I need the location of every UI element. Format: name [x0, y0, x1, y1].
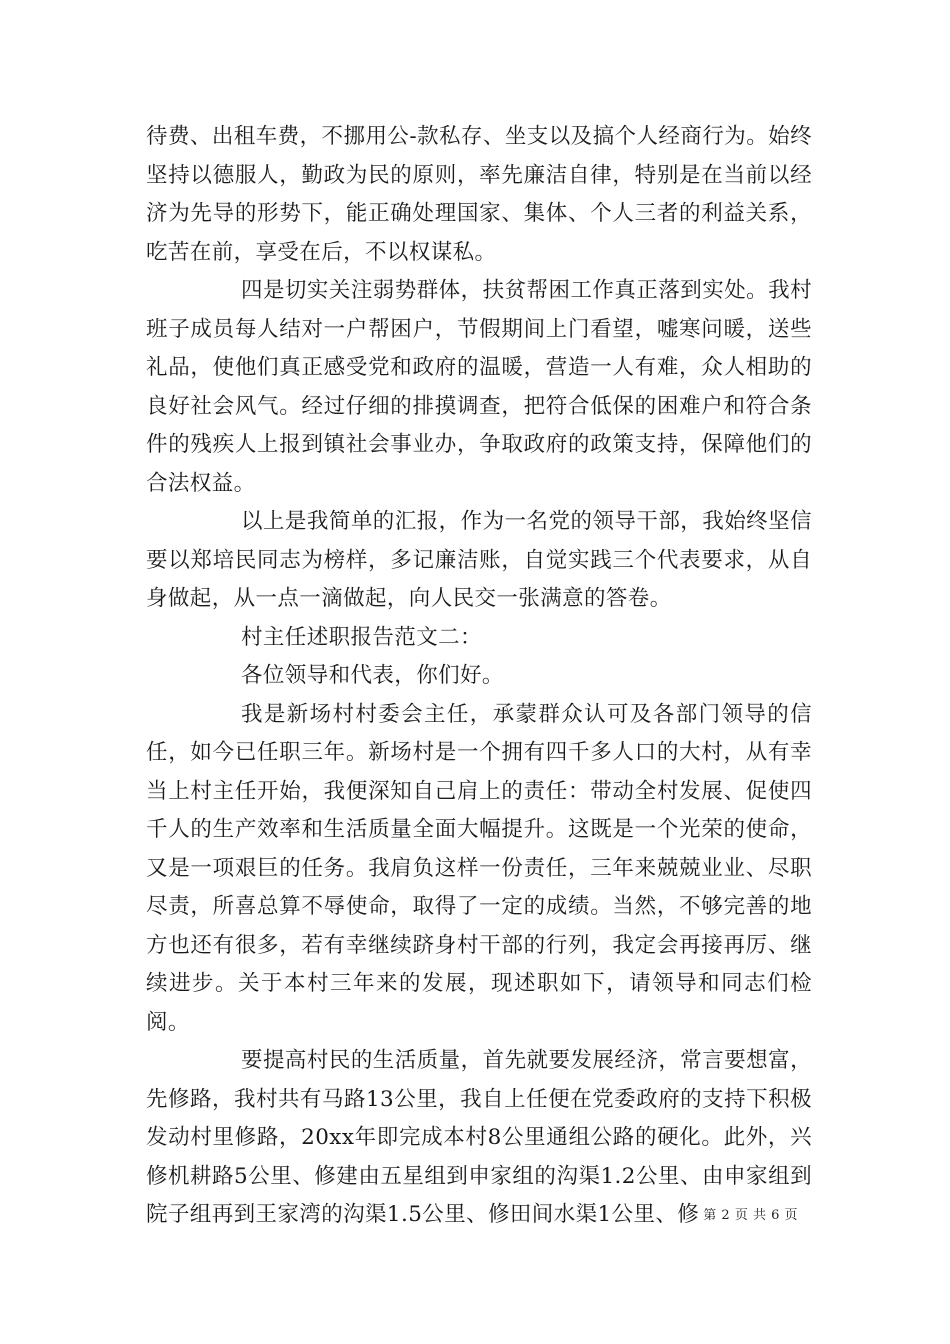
- paragraph-1: 待费、出租车费，不挪用公-款私存、坐支以及搞个人经商行为。始终坚持以德服人，勤政为民的原则，率先廉洁自律，特别是在当前以经济为先导的形势下，能正确处理国家、集体、个人三者的利益关系，吃苦在前，享受在后，不以权谋私。: [146, 124, 812, 265]
- page-number: 第 2 页 共 6 页: [703, 1208, 798, 1223]
- salutation: 各位领导和代表，你们好。: [241, 663, 504, 688]
- document-body: [146, 118, 812, 1235]
- paragraph-2: 四是切实关注弱势群体，扶贫帮困工作真正落到实处。我村班子成员每人结对一户帮困户，节假期间上门看望，嘘寒问暖，送些礼品，使他们真正感受党和政府的温暖，营造一人有难，众人相助的良好社会风气。经过仔细的排摸调查，把符合低保的困难户和符合条件的残疾人上报到镇社会事业办，争取政府的政策支持，保障他们的合法权益。: [146, 278, 812, 496]
- section-heading: 村主任述职报告范文二：: [241, 624, 482, 650]
- paragraph-4: 我是新场村村委会主任，承蒙群众认可及各部门领导的信任，如今已任职三年。新场村是一个拥有四千多人口的大村，从有幸当上村主任开始，我便深知自己肩上的责任：带动全村发展、促使四千人的生产效率和生活质量全面大幅提升。这既是一个光荣的使命，又是一项艰巨的任务。我肩负这样一份责任，三年来兢兢业业、尽职尽责，所喜总算不辱使命，取得了一定的成绩。当然，不够完善的地方也还有很多，若有幸继续跻身村干部的行列，我定会再接再厉、继续进步。关于本村三年来的发展，现述职如下，请领导和同志们检阅。: [146, 701, 812, 1035]
- paragraph-5: 要提高村民的生活质量，首先就要发展经济，常言要想富，先修路，我村共有马路13公里，我自上任便在党委政府的支持下积极发动村里修路，20xx年即完成本村8公里通组公路的硬化。此外，兴修机耕路5公里、修建由五星组到申家组的沟渠1.2公里、由申家组到院子组再到王家湾的沟渠1.5公里、修田间水渠1公里、修: [146, 1048, 812, 1227]
- paragraph-3: 以上是我简单的汇报，作为一名党的领导干部，我始终坚信要以郑培民同志为榜样，多记廉洁账，自觉实践三个代表要求，从自身做起，从一点一滴做起，向人民交一张满意的答卷。: [146, 509, 812, 611]
